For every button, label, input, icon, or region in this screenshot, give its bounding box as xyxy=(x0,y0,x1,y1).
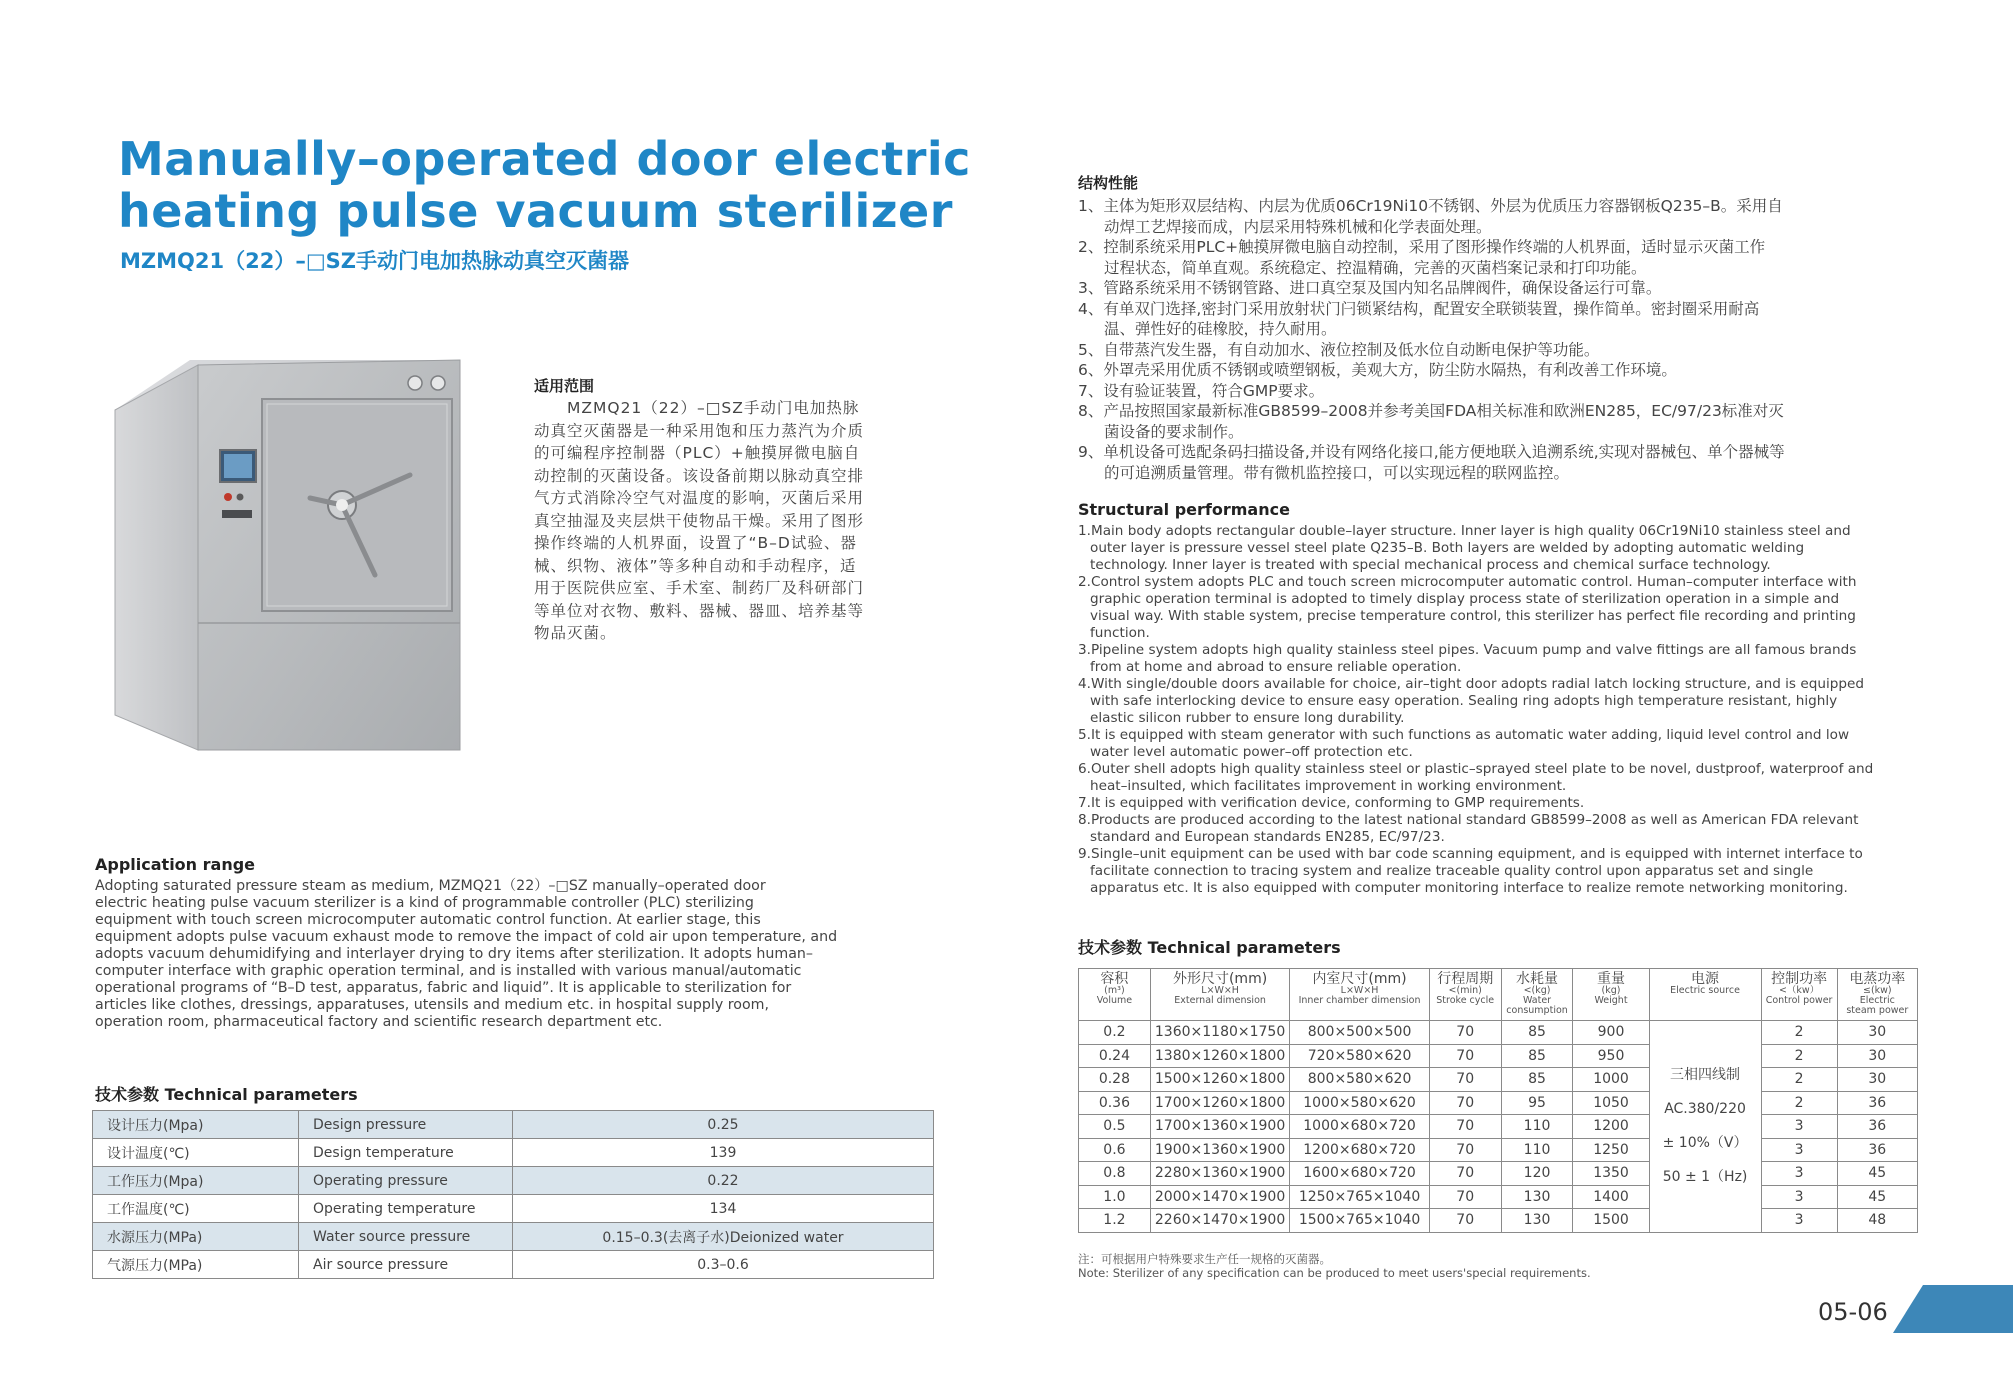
application-line: Adopting saturated pressure steam as medium, MZMQ21（22）–□SZ manually–operated door xyxy=(95,878,766,894)
table-cell: 1360×1180×1750 xyxy=(1150,1021,1289,1045)
table-row xyxy=(1079,1162,1918,1186)
application-line: adopts vacuum dehumidifying and interlayer drying to dry items after sterilization. It adopts human– xyxy=(95,946,814,962)
table-cell: 0.36 xyxy=(1079,1091,1151,1115)
structure-cn-line: 的可追溯质量管理。带有微机监控接口，可以实现远程的联网监控。 xyxy=(1104,463,1570,482)
column-header-sub: Weight xyxy=(1594,995,1628,1006)
column-header-cn: 水耗量 xyxy=(1516,971,1559,987)
column-header xyxy=(1761,969,1837,1021)
application-line: operation room, pharmaceutical factory and scientific research department etc. xyxy=(95,1014,663,1030)
column-header-sub: Control power xyxy=(1765,995,1833,1006)
scope-line: 真空抽湿及夹层烘干使物品干燥。采用了图形 xyxy=(534,511,865,530)
structure-cn-line: 9、单机设备可选配条码扫描设备,并设有网络化接口,能方便地联入追溯系统,实现对器械包、单个器械等 xyxy=(1078,443,1785,461)
column-header-cn: 电源 xyxy=(1691,971,1720,987)
table-cell: 1050 xyxy=(1573,1091,1649,1115)
scope-line: 的可编程序控制器（PLC）+触摸屏微电脑自 xyxy=(534,444,861,462)
table-cell: 1.0 xyxy=(1079,1185,1151,1209)
column-header xyxy=(1150,969,1289,1021)
table-cell: 2 xyxy=(1761,1044,1837,1068)
structure-cn-line: 8、产品按照国家最新标准GB8599–2008并参考美国FDA相关标准和欧洲EN285，EC/97/23标准对灭 xyxy=(1078,402,1784,420)
param-cn: 设计温度(℃) xyxy=(93,1139,299,1167)
table-cell: 70 xyxy=(1429,1162,1501,1186)
structure-en-line: 2.Control system adopts PLC and touch screen microcomputer automatic control. Human–computer interface with xyxy=(1078,574,1857,590)
column-header-cn: 重量 xyxy=(1597,971,1625,987)
structure-cn-list xyxy=(1078,196,1938,483)
table-cell: 45 xyxy=(1837,1162,1917,1186)
table-row xyxy=(1079,1044,1918,1068)
param-en: Design pressure xyxy=(299,1111,513,1139)
table-cell: 36 xyxy=(1837,1115,1917,1139)
structure-cn-line: 3、管路系统采用不锈钢管路、进口真空泵及国内知名品牌阀件，确保设备运行可靠。 xyxy=(1078,279,1662,297)
table-cell: 3 xyxy=(1761,1162,1837,1186)
title-line-2: heating pulse vacuum sterilizer xyxy=(118,184,953,238)
structure-en-line: 8.Products are produced according to the latest national standard GB8599–2008 as well as American FDA relevant xyxy=(1078,812,1859,828)
table-cell: 2 xyxy=(1761,1091,1837,1115)
param-value: 0.22 xyxy=(513,1167,934,1195)
param-en: Design temperature xyxy=(299,1139,513,1167)
power-source-line: ± 10%（V） xyxy=(1662,1135,1748,1152)
structure-cn-line: 6、外罩壳采用优质不锈钢或喷塑钢板，美观大方，防尘防水隔热，有利改善工作环境。 xyxy=(1078,361,1677,379)
scope-line: 等单位对衣物、敷料、器械、器皿、培养基等 xyxy=(534,601,865,620)
column-header xyxy=(1501,969,1573,1021)
structure-cn-line: 温、弹性好的硅橡胶，持久耐用。 xyxy=(1104,320,1337,338)
table-cell: 48 xyxy=(1837,1209,1917,1233)
table-cell: 950 xyxy=(1573,1044,1649,1068)
structure-cn-heading: 结构性能 xyxy=(1078,174,1139,192)
param-cn: 工作温度(℃) xyxy=(93,1195,299,1223)
application-heading: Application range xyxy=(95,855,256,874)
table-cell: 1.2 xyxy=(1079,1209,1151,1233)
table-cell: 30 xyxy=(1837,1021,1917,1045)
structure-en-line: elastic silicon rubber to ensure long durability. xyxy=(1090,710,1405,726)
table-cell: 720×580×620 xyxy=(1290,1044,1429,1068)
structure-cn-line: 菌设备的要求制作。 xyxy=(1104,422,1244,441)
column-header-sub: Water xyxy=(1523,995,1552,1006)
tech-right-heading: 技术参数 Technical parameters xyxy=(1078,938,1341,957)
structure-cn-line: 5、自带蒸汽发生器，有自动加水、液位控制及低水位自动断电保护等功能。 xyxy=(1078,340,1600,359)
scope-line: 用于医院供应室、手术室、制药厂及科研部门 xyxy=(534,579,865,597)
table-cell: 1500 xyxy=(1573,1209,1649,1233)
param-en: Operating temperature xyxy=(299,1195,513,1223)
table-row xyxy=(93,1111,934,1139)
table-cell: 1700×1360×1900 xyxy=(1150,1115,1289,1139)
table-cell: 1250 xyxy=(1573,1138,1649,1162)
table-cell: 1600×680×720 xyxy=(1290,1162,1429,1186)
application-line: equipment with touch screen microcomputer automatic control function. At earlier stage, this xyxy=(95,912,761,928)
column-header-sub: ≤(kw) xyxy=(1862,985,1892,996)
table-cell: 36 xyxy=(1837,1091,1917,1115)
table-cell: 1350 xyxy=(1573,1162,1649,1186)
column-header-sub: Stroke cycle xyxy=(1436,995,1495,1006)
scope-line: 操作终端的人机界面，设置了“B–D试验、器 xyxy=(534,534,857,552)
param-en: Operating pressure xyxy=(299,1167,513,1195)
column-header-cn: 行程周期 xyxy=(1437,971,1494,987)
column-header-cn: 内室尺寸(mm) xyxy=(1312,971,1407,987)
page-title xyxy=(118,133,971,237)
power-source-line: 三相四线制 xyxy=(1670,1067,1741,1084)
corner-decoration xyxy=(1893,1285,2013,1333)
table-cell: 85 xyxy=(1501,1068,1573,1092)
param-en: Water source pressure xyxy=(299,1223,513,1251)
structure-en-line: 6.Outer shell adopts high quality stainless steel or plastic–sprayed steel plate to be novel, dustproof, waterproof and xyxy=(1078,761,1874,777)
power-source-cell xyxy=(1649,1021,1761,1233)
table-cell: 0.6 xyxy=(1079,1138,1151,1162)
table-row xyxy=(1079,1115,1918,1139)
table-cell: 3 xyxy=(1761,1185,1837,1209)
column-header-sub: Volume xyxy=(1096,995,1133,1006)
column-header-sub: <(min) xyxy=(1448,985,1482,996)
structure-cn-line: 1、主体为矩形双层结构、内层为优质06Cr19Ni10不锈钢、外层为优质压力容器钢板Q235–B。采用自 xyxy=(1078,197,1783,215)
structure-cn-line: 动焊工艺焊接而成，内层采用特殊机械和化学表面处理。 xyxy=(1104,217,1492,236)
column-header-sub: (kg) xyxy=(1601,985,1621,996)
title-line-1: Manually–operated door electric xyxy=(118,132,971,186)
application-line: equipment adopts pulse vacuum exhaust mode to remove the impact of cold air upon temperature, and xyxy=(95,929,838,945)
structure-en-heading: Structural performance xyxy=(1078,500,1290,519)
table-cell: 800×500×500 xyxy=(1290,1021,1429,1045)
table-row xyxy=(93,1223,934,1251)
table-cell: 70 xyxy=(1429,1068,1501,1092)
table-cell: 900 xyxy=(1573,1021,1649,1045)
column-header-sub: Electric xyxy=(1859,995,1895,1006)
param-value: 0.15–0.3(去离子水)Deionized water xyxy=(513,1223,934,1251)
scope-line: 械、织物、液体”等多种自动和手动程序，适 xyxy=(534,556,857,575)
table-cell: 1200×680×720 xyxy=(1290,1138,1429,1162)
table-row xyxy=(1079,1068,1918,1092)
application-line: electric heating pulse vacuum sterilizer is a kind of programmable controller (PLC) sterilizing xyxy=(95,895,754,911)
column-header-sub: Inner chamber dimension xyxy=(1298,995,1421,1006)
table-cell: 1000×680×720 xyxy=(1290,1115,1429,1139)
column-header-cn: 电蒸功率 xyxy=(1849,971,1906,987)
table-cell: 110 xyxy=(1501,1115,1573,1139)
table-cell: 70 xyxy=(1429,1115,1501,1139)
scope-line: 物品灭菌。 xyxy=(534,624,617,642)
structure-en-line: standard and European standards EN285, EC/97/23. xyxy=(1090,829,1445,845)
table-cell: 110 xyxy=(1501,1138,1573,1162)
table-cell: 1200 xyxy=(1573,1115,1649,1139)
scope-line: 动控制的灭菌设备。该设备前期以脉动真空排 xyxy=(534,466,865,485)
table-cell: 2280×1360×1900 xyxy=(1150,1162,1289,1186)
application-line: articles like clothes, dressings, apparatuses, utensils and medium etc. in hospital supply room, xyxy=(95,997,769,1013)
table-row xyxy=(93,1167,934,1195)
structure-cn-line: 过程状态，简单直观。系统稳定、控温精确，完善的灭菌档案记录和打印功能。 xyxy=(1104,258,1647,277)
table-cell: 95 xyxy=(1501,1091,1573,1115)
structure-en-line: visual way. With stable system, precise temperature control, this sterilizer has perfect file recording and printing xyxy=(1090,608,1856,624)
note-en: Note: Sterilizer of any specification can be produced to meet users'special requirements. xyxy=(1078,1266,1591,1280)
scope-paragraph xyxy=(534,397,924,645)
table-cell: 0.28 xyxy=(1079,1068,1151,1092)
table-cell: 2 xyxy=(1761,1021,1837,1045)
structure-en-line: 7.It is equipped with verification device, conforming to GMP requirements. xyxy=(1078,795,1585,811)
table-cell: 30 xyxy=(1837,1068,1917,1092)
column-header-sub: steam power xyxy=(1846,1005,1909,1016)
structure-en-line: water level automatic power–off protection etc. xyxy=(1090,744,1413,760)
structure-en-line: from at home and abroad to ensure reliable operation. xyxy=(1090,659,1462,675)
page-number: 05-06 xyxy=(1818,1298,1888,1326)
column-header xyxy=(1079,969,1151,1021)
structure-cn-line: 7、设有验证装置，符合GMP要求。 xyxy=(1078,381,1325,400)
table-cell: 1250×765×1040 xyxy=(1290,1185,1429,1209)
application-line: operational programs of “B–D test, apparatus, fabric and liquid”. It is applicable to sterilization for xyxy=(95,980,792,996)
table-row xyxy=(1079,1138,1918,1162)
param-value: 0.25 xyxy=(513,1111,934,1139)
param-value: 134 xyxy=(513,1195,934,1223)
table-cell: 3 xyxy=(1761,1209,1837,1233)
table-note xyxy=(1078,1252,1591,1280)
table-cell: 0.5 xyxy=(1079,1115,1151,1139)
table-cell: 3 xyxy=(1761,1138,1837,1162)
table-cell: 130 xyxy=(1501,1185,1573,1209)
column-header-sub: L×W×H xyxy=(1201,985,1239,996)
table-cell: 1500×1260×1800 xyxy=(1150,1068,1289,1092)
tech-right-table xyxy=(1078,968,1918,1233)
column-header-sub: <(kg) xyxy=(1523,985,1551,996)
structure-en-line: 4.With single/double doors available for choice, air–tight door adopts radial latch locking structure, and is equipped xyxy=(1078,676,1864,692)
table-cell: 2000×1470×1900 xyxy=(1150,1185,1289,1209)
table-cell: 1500×765×1040 xyxy=(1290,1209,1429,1233)
table-cell: 70 xyxy=(1429,1091,1501,1115)
table-cell: 2260×1470×1900 xyxy=(1150,1209,1289,1233)
table-cell: 0.8 xyxy=(1079,1162,1151,1186)
structure-en-line: 3.Pipeline system adopts high quality stainless steel pipes. Vacuum pump and valve fittings are all famous brands xyxy=(1078,642,1857,658)
scope-heading: 适用范围 xyxy=(534,377,595,395)
table-cell: 1380×1260×1800 xyxy=(1150,1044,1289,1068)
structure-en-line: technology. Inner layer is treated with special mechanical process and chemical surface technology. xyxy=(1090,557,1771,573)
table-cell: 70 xyxy=(1429,1138,1501,1162)
table-cell: 70 xyxy=(1429,1021,1501,1045)
table-row xyxy=(1079,1185,1918,1209)
table-cell: 1000×580×620 xyxy=(1290,1091,1429,1115)
column-header-cn: 外形尺寸(mm) xyxy=(1172,971,1268,987)
structure-en-line: function. xyxy=(1090,625,1150,641)
power-source-line: 50 ± 1（Hz) xyxy=(1662,1169,1748,1186)
table-cell: 130 xyxy=(1501,1209,1573,1233)
table-cell: 70 xyxy=(1429,1209,1501,1233)
structure-en-line: 1.Main body adopts rectangular double–layer structure. Inner layer is high quality 06Cr19Ni10 stainless steel and xyxy=(1078,523,1851,539)
table-row xyxy=(93,1195,934,1223)
table-cell: 45 xyxy=(1837,1185,1917,1209)
structure-en-line: with safe interlocking device to ensure easy operation. Sealing ring adopts high temperature resistant, highly xyxy=(1090,693,1838,709)
table-cell: 0.24 xyxy=(1079,1044,1151,1068)
scope-line: 气方式消除冷空气对温度的影响，灭菌后采用 xyxy=(534,489,865,507)
column-header-sub: Electric source xyxy=(1670,985,1740,996)
table-row xyxy=(93,1251,934,1279)
table-cell: 85 xyxy=(1501,1044,1573,1068)
table-cell: 120 xyxy=(1501,1162,1573,1186)
table-cell: 1700×1260×1800 xyxy=(1150,1091,1289,1115)
column-header-sub: consumption xyxy=(1506,1005,1568,1016)
structure-en-line: graphic operation terminal is adopted to timely display process state of sterilization operation in a simple and xyxy=(1090,591,1840,607)
structure-cn-line: 2、控制系统采用PLC+触摸屏微电脑自动控制，采用了图形操作终端的人机界面，适时显示灭菌工作 xyxy=(1078,238,1766,256)
application-paragraph xyxy=(95,878,945,1031)
tech-left-heading: 技术参数 Technical parameters xyxy=(95,1085,358,1104)
scope-line: MZMQ21（22）–□SZ手动门电加热脉 xyxy=(534,399,860,417)
param-cn: 工作压力(Mpa) xyxy=(93,1167,299,1195)
tech-left-table xyxy=(92,1110,934,1279)
column-header-sub: L×W×H xyxy=(1340,985,1379,996)
table-cell: 1000 xyxy=(1573,1068,1649,1092)
model-title: MZMQ21（22）–□SZ手动门电加热脉动真空灭菌器 xyxy=(120,249,630,273)
column-header-sub: (m³) xyxy=(1104,985,1125,996)
structure-en-line: 9.Single–unit equipment can be used with bar code scanning equipment, and is equipped with internet interface to xyxy=(1078,846,1863,862)
table-cell: 1900×1360×1900 xyxy=(1150,1138,1289,1162)
structure-cn-line: 4、有单双门选择,密封门采用放射状门闩锁紧结构，配置安全联锁装置，操作简单。密封圈采用耐高 xyxy=(1078,299,1760,318)
table-row xyxy=(1079,1209,1918,1233)
column-header-cn: 控制功率 xyxy=(1771,971,1828,987)
param-value: 0.3–0.6 xyxy=(513,1251,934,1279)
power-source-line: AC.380/220 xyxy=(1664,1101,1746,1118)
param-cn: 水源压力(MPa) xyxy=(93,1223,299,1251)
column-header xyxy=(1290,969,1429,1021)
structure-en-line: 5.It is equipped with steam generator with such functions as automatic water adding, liquid level control and low xyxy=(1078,727,1850,743)
param-cn: 气源压力(MPa) xyxy=(93,1251,299,1279)
column-header-cn: 容积 xyxy=(1100,971,1129,987)
sterilizer-image xyxy=(110,355,510,765)
table-cell: 0.2 xyxy=(1079,1021,1151,1045)
structure-en-list xyxy=(1078,523,1948,897)
param-value: 139 xyxy=(513,1139,934,1167)
structure-en-line: facilitate connection to tracing system and realize traceable quality control upon apparatus set and single xyxy=(1090,863,1814,879)
note-cn: 注：可根据用户特殊要求生产任一规格的灭菌器。 xyxy=(1078,1252,1331,1266)
column-header xyxy=(1649,969,1761,1021)
column-header-sub: External dimension xyxy=(1174,995,1266,1006)
table-row xyxy=(1079,1091,1918,1115)
column-header xyxy=(1429,969,1501,1021)
structure-en-line: apparatus etc. It is also equipped with computer monitoring interface to realize remote networking monitoring. xyxy=(1090,880,1848,896)
table-row xyxy=(93,1139,934,1167)
param-cn: 设计压力(Mpa) xyxy=(93,1111,299,1139)
table-cell: 2 xyxy=(1761,1068,1837,1092)
table-row xyxy=(1079,1021,1918,1045)
column-header xyxy=(1573,969,1649,1021)
table-cell: 1400 xyxy=(1573,1185,1649,1209)
table-cell: 70 xyxy=(1429,1185,1501,1209)
param-en: Air source pressure xyxy=(299,1251,513,1279)
table-cell: 30 xyxy=(1837,1044,1917,1068)
scope-line: 动真空灭菌器是一种采用饱和压力蒸汽为介质 xyxy=(534,421,865,440)
table-cell: 36 xyxy=(1837,1138,1917,1162)
column-header xyxy=(1837,969,1917,1021)
table-cell: 3 xyxy=(1761,1115,1837,1139)
table-cell: 70 xyxy=(1429,1044,1501,1068)
table-cell: 800×580×620 xyxy=(1290,1068,1429,1092)
table-cell: 85 xyxy=(1501,1021,1573,1045)
column-header-sub: <（kw） xyxy=(1778,985,1820,996)
structure-en-line: heat–insulted, which facilitates improvement in working environment. xyxy=(1090,778,1567,794)
structure-en-line: outer layer is pressure vessel steel plate Q235–B. Both layers are welded by adopting automatic welding xyxy=(1090,540,1805,556)
application-line: computer interface with graphic operation terminal, and is installed with various manual/automatic xyxy=(95,963,802,979)
